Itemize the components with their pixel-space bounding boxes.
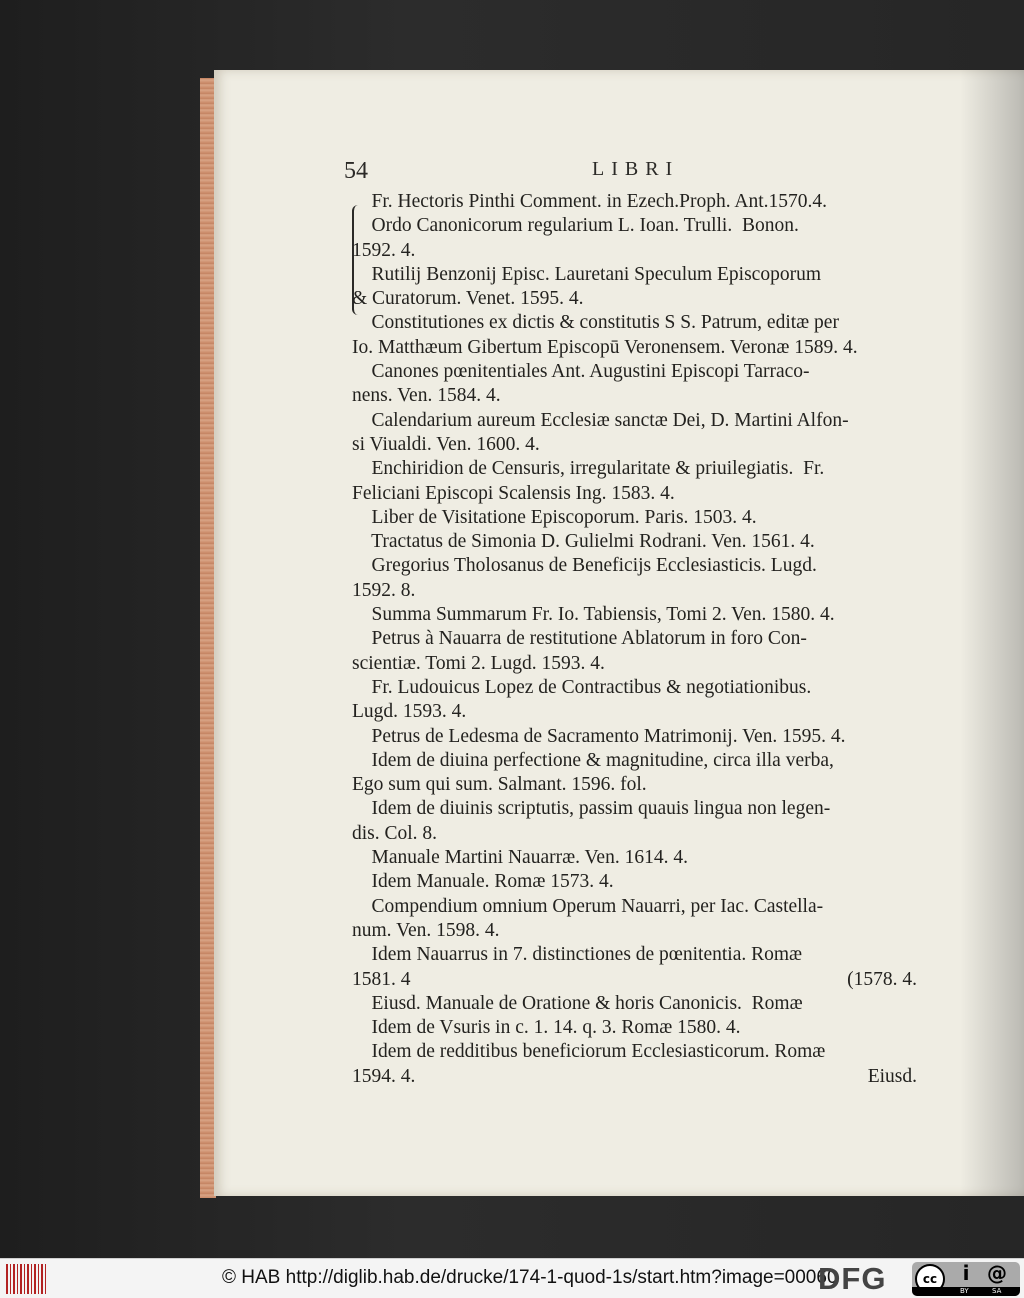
- text-line-right: (1578. 4.: [847, 968, 917, 990]
- text-line: [352, 870, 917, 894]
- text-line: [352, 968, 917, 992]
- text-line: [352, 943, 917, 967]
- cc-band: [912, 1287, 1020, 1296]
- text-line-content: & Curatorum. Venet. 1595. 4.: [352, 288, 584, 310]
- text-line-content: 1594. 4.: [352, 1065, 416, 1087]
- text-line: [352, 360, 917, 384]
- text-line-content: Idem de diuina perfectione & magnitudine, circa illa verba,: [352, 749, 834, 771]
- viewer-footer: [0, 1258, 1024, 1298]
- text-line-content: Fr. Hectoris Pinthi Comment. in Ezech.Proph. Ant.1570.4.: [352, 191, 828, 212]
- text-line: [352, 263, 917, 287]
- text-line: [352, 482, 917, 506]
- text-line-content: Eiusd. Manuale de Oratione & horis Canonicis. Romæ: [352, 992, 803, 1014]
- text-line: [352, 676, 917, 700]
- page-gutter-shadow: [960, 70, 1024, 1196]
- text-line: [352, 822, 917, 846]
- hab-barcode-logo: [6, 1264, 46, 1294]
- text-line-content: Idem de redditibus beneficiorum Ecclesiasticorum. Romæ: [352, 1041, 826, 1063]
- text-line-content: 1592. 4.: [352, 239, 416, 261]
- share-alike-icon: @: [984, 1262, 1010, 1286]
- text-line: [352, 579, 917, 603]
- text-line-content: dis. Col. 8.: [352, 822, 438, 844]
- text-line-content: Petrus de Ledesma de Sacramento Matrimonij. Ven. 1595. 4.: [352, 725, 846, 747]
- text-line: [352, 725, 917, 749]
- text-line-content: 1581. 4: [352, 968, 411, 990]
- page-number: 54: [344, 158, 368, 184]
- text-line-content: Ordo Canonicorum regularium L. Ioan. Trulli. Bonon.: [352, 215, 799, 237]
- text-line: [352, 506, 917, 530]
- text-line: [352, 554, 917, 578]
- copyright-url[interactable]: © HAB http://diglib.hab.de/drucke/174-1-quod-1s/start.htm?image=00060: [222, 1267, 838, 1288]
- text-line-content: si Viualdi. Ven. 1600. 4.: [352, 433, 540, 455]
- text-line-content: nens. Ven. 1584. 4.: [352, 385, 501, 407]
- text-line-content: Idem Nauarrus in 7. distinctiones de pœnitentia. Romæ: [352, 944, 803, 966]
- text-line: [352, 239, 917, 263]
- text-line: [352, 311, 917, 335]
- text-line: [352, 895, 917, 919]
- text-line-content: Lugd. 1593. 4.: [352, 701, 467, 723]
- text-line: [352, 627, 917, 651]
- dfg-logo: DFG: [818, 1261, 887, 1296]
- text-line: [352, 1040, 917, 1064]
- page-header: [344, 158, 924, 188]
- text-line: [352, 214, 917, 238]
- text-line-content: Calendarium aureum Ecclesiæ sanctæ Dei, D. Martini Alfon-: [352, 409, 849, 431]
- text-line-content: 1592. 8.: [352, 579, 416, 601]
- text-line-content: Tractatus de Simonia D. Gulielmi Rodrani. Ven. 1561. 4.: [352, 531, 815, 553]
- text-line: [352, 1016, 917, 1040]
- text-line-content: Constitutiones ex dictis & constitutis S S. Patrum, editæ per: [352, 312, 839, 334]
- text-line-content: Rutilij Benzonij Episc. Lauretani Speculum Episcoporum: [352, 263, 821, 285]
- text-line: [352, 409, 917, 433]
- text-line-content: Canones pœnitentiales Ant. Augustini Episcopi Tarraco-: [352, 361, 810, 383]
- page-text: [352, 190, 917, 1089]
- text-line: [352, 384, 917, 408]
- cc-license-badge[interactable]: [912, 1262, 1020, 1296]
- text-line: [352, 457, 917, 481]
- text-line-content: scientiæ. Tomi 2. Lugd. 1593. 4.: [352, 652, 605, 674]
- text-line: [352, 846, 917, 870]
- text-line: [352, 749, 917, 773]
- text-line: [352, 700, 917, 724]
- text-line-content: Idem de Vsuris in c. 1. 14. q. 3. Romæ 1580. 4.: [352, 1017, 741, 1039]
- cc-icon: cc: [915, 1264, 945, 1294]
- text-line-content: Compendium omnium Operum Nauarri, per Iac. Castella-: [352, 895, 824, 917]
- text-line: [352, 1065, 917, 1089]
- text-line-content: Ego sum qui sum. Salmant. 1596. fol.: [352, 774, 647, 796]
- text-line: [352, 992, 917, 1016]
- text-line-content: Fr. Ludouicus Lopez de Contractibus & negotiationibus.: [352, 676, 812, 698]
- running-head: LIBRI: [592, 158, 680, 180]
- text-line: [352, 530, 917, 554]
- text-line-content: Idem de diuinis scriptutis, passim quauis lingua non legen-: [352, 798, 831, 820]
- text-line-content: Io. Matthæum Gibertum Episcopū Veronensem. Veronæ 1589. 4.: [352, 336, 858, 358]
- text-line-right: Eiusd.: [867, 1065, 917, 1087]
- text-line: [352, 433, 917, 457]
- by-person-icon: i: [953, 1262, 979, 1286]
- text-line-content: Liber de Visitatione Episcoporum. Paris. 1503. 4.: [352, 506, 757, 528]
- text-line-content: Gregorius Tholosanus de Beneficijs Ecclesiasticis. Lugd.: [352, 555, 817, 577]
- text-line-content: Manuale Martini Nauarræ. Ven. 1614. 4.: [352, 847, 688, 869]
- text-line-content: Petrus à Nauarra de restitutione Ablatorum in foro Con-: [352, 628, 807, 650]
- text-line: [352, 336, 917, 360]
- text-line: [352, 797, 917, 821]
- text-line: [352, 603, 917, 627]
- text-line: [352, 773, 917, 797]
- text-line: [352, 190, 917, 214]
- text-line-content: Idem Manuale. Romæ 1573. 4.: [352, 871, 614, 893]
- cc-sa-label: SA: [992, 1287, 1002, 1295]
- text-line: [352, 652, 917, 676]
- text-line: [352, 287, 917, 311]
- cc-by-label: BY: [960, 1287, 969, 1295]
- text-line: [352, 919, 917, 943]
- text-line-content: num. Ven. 1598. 4.: [352, 919, 500, 941]
- text-line-content: Enchiridion de Censuris, irregularitate & priuilegiatis. Fr.: [352, 458, 825, 480]
- text-line-content: Summa Summarum Fr. Io. Tabiensis, Tomi 2. Ven. 1580. 4.: [352, 604, 835, 626]
- text-line-content: Feliciani Episcopi Scalensis Ing. 1583. 4.: [352, 482, 675, 504]
